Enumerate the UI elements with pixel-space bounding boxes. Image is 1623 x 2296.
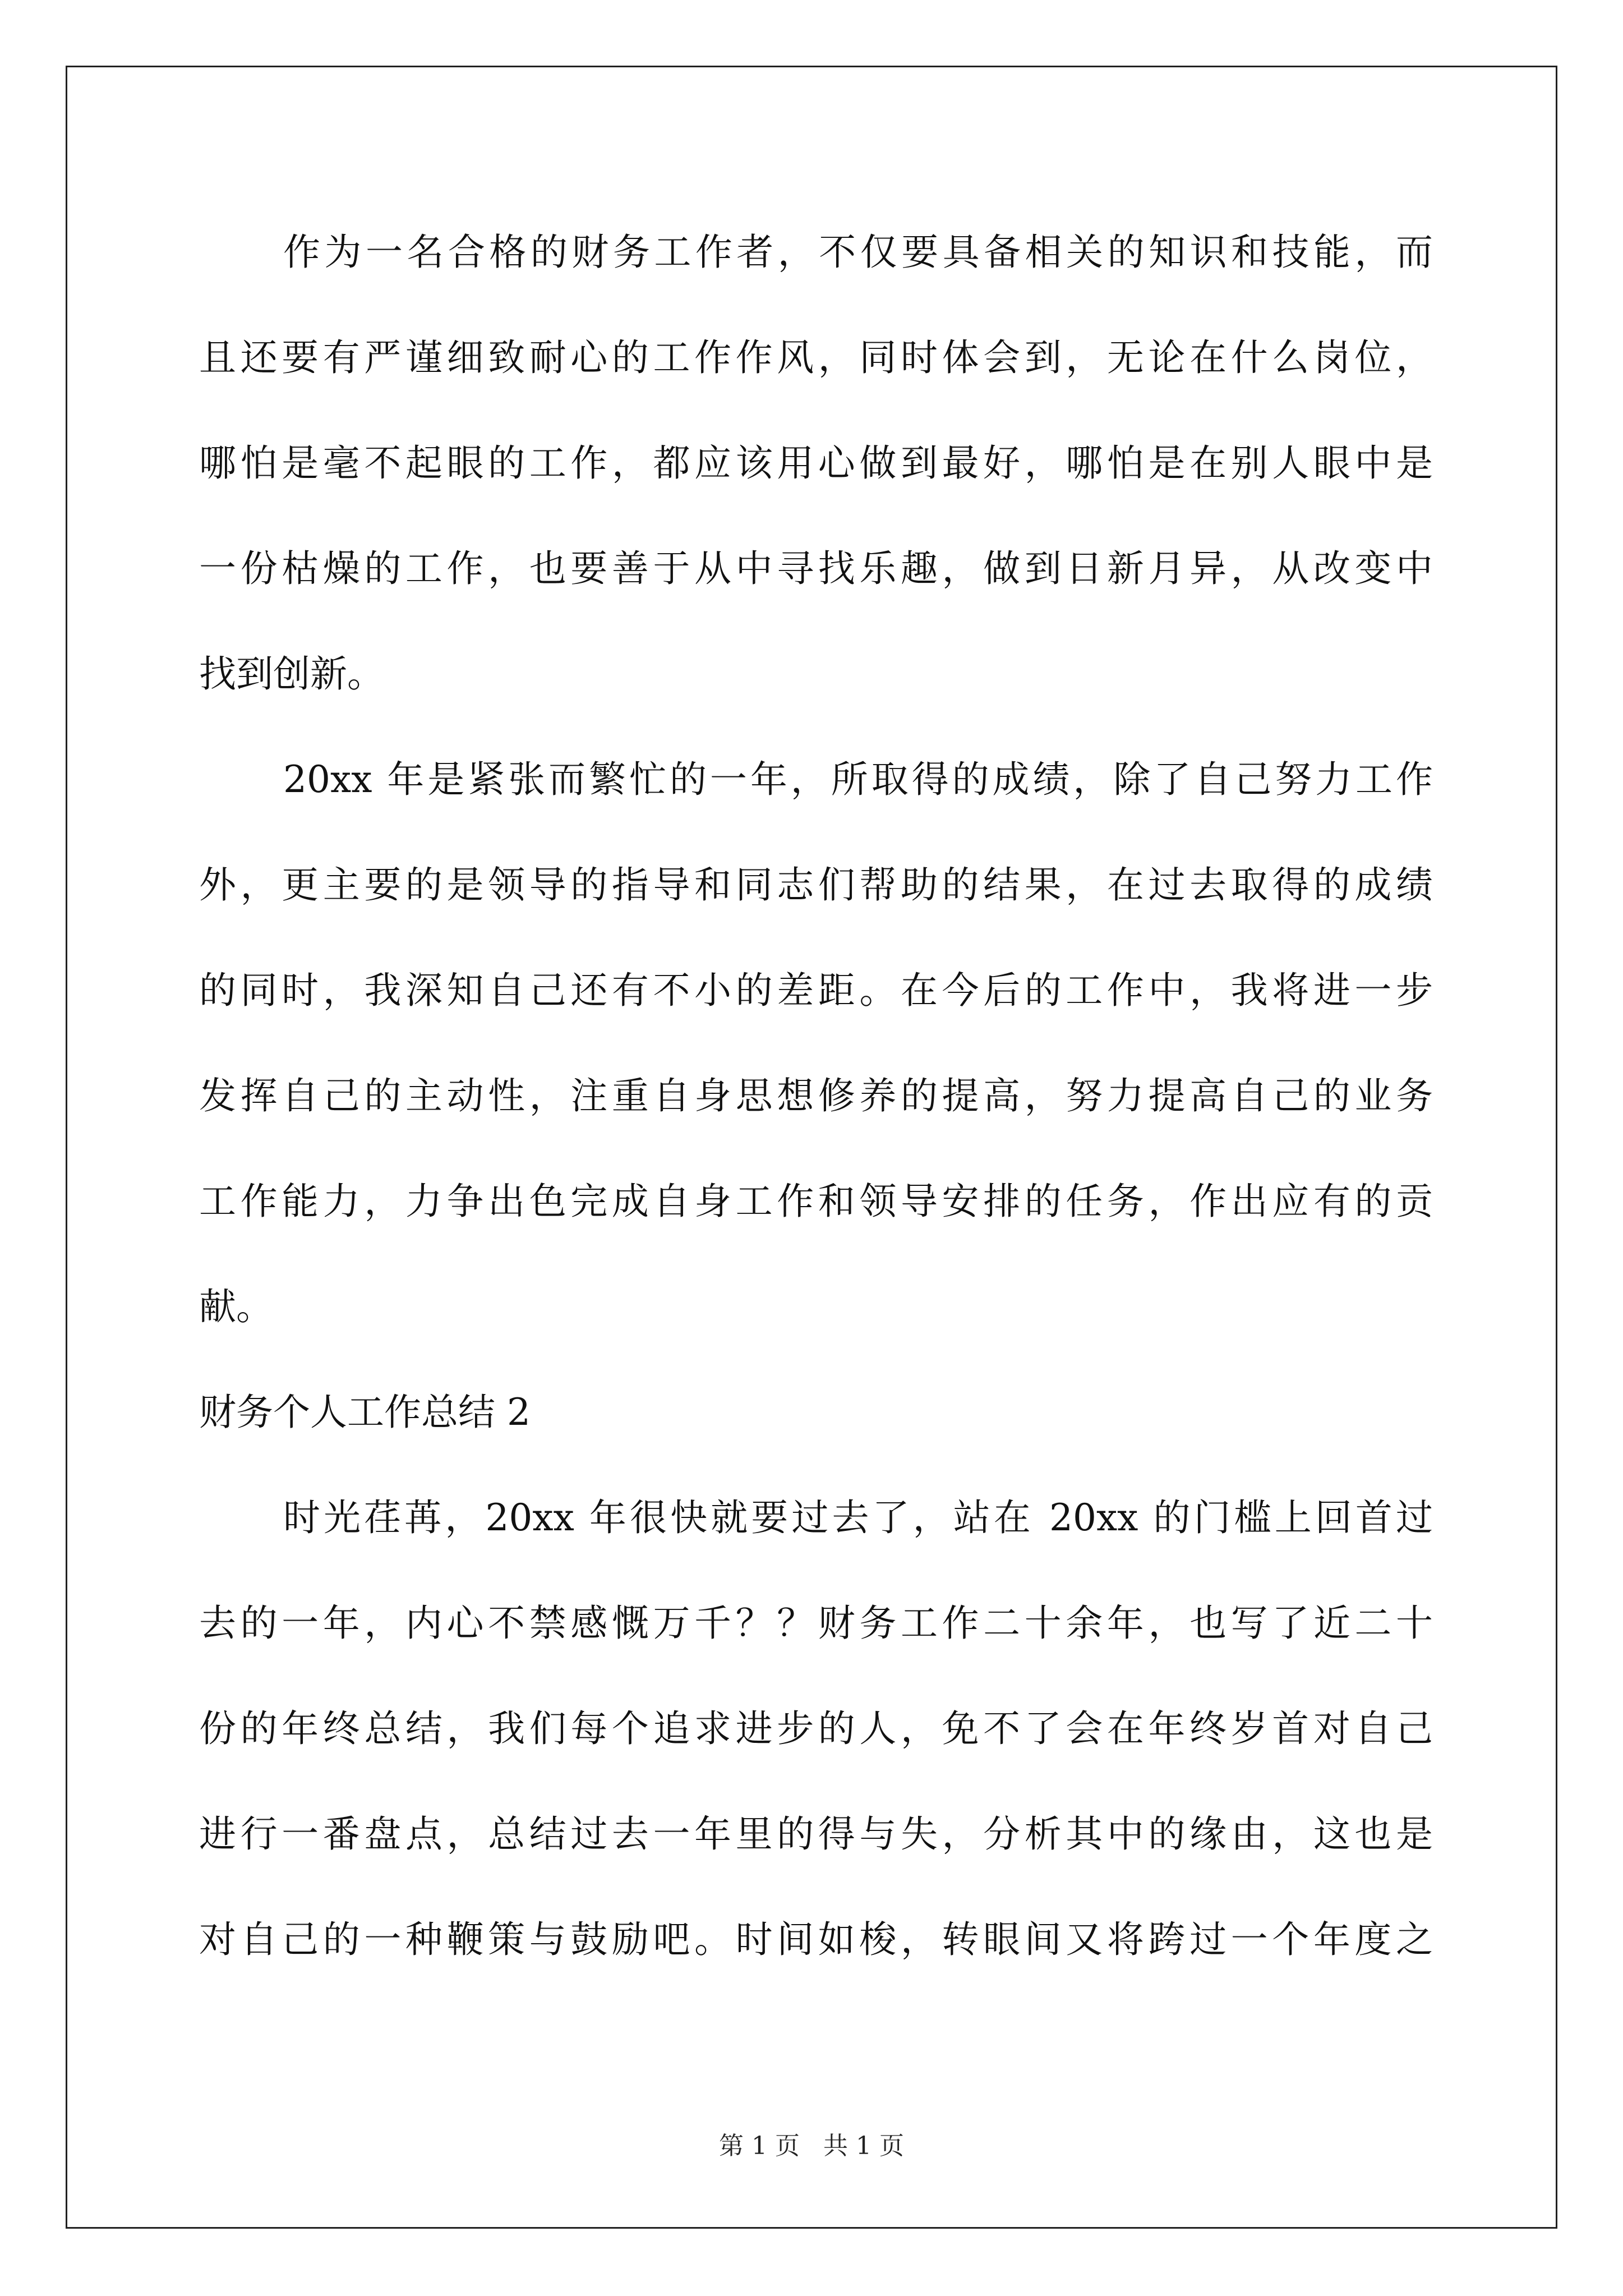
- section-heading: 财务个人工作总结 2: [199, 1391, 531, 1434]
- paragraph-line: 进行一番盘点，总结过去一年里的得与失，分析其中的缘由，这也是: [199, 1812, 1433, 1856]
- paragraph-line: 外，更主要的是领导的指导和同志们帮助的结果，在过去取得的成绩: [199, 863, 1433, 907]
- page-footer: 第 1 页 共 1 页: [719, 2132, 904, 2160]
- paragraph-line: 且还要有严谨细致耐心的工作作风，同时体会到，无论在什么岗位，: [199, 336, 1433, 379]
- page-border: [66, 66, 1557, 2229]
- paragraph-line: 一份枯燥的工作，也要善于从中寻找乐趣，做到日新月异，从改变中: [199, 547, 1433, 590]
- paragraph-line: 20xx 年是紧张而繁忙的一年，所取得的成绩，除了自己努力工作: [283, 758, 1433, 801]
- paragraph-line: 的同时，我深知自己还有不小的差距。在今后的工作中，我将进一步: [199, 969, 1433, 1012]
- paragraph-line: 工作能力，力争出色完成自身工作和领导安排的任务，作出应有的贡: [199, 1180, 1433, 1223]
- paragraph-line: 哪怕是毫不起眼的工作，都应该用心做到最好，哪怕是在别人眼中是: [199, 441, 1433, 485]
- paragraph-line: 献。: [199, 1285, 273, 1328]
- paragraph-line: 对自己的一种鞭策与鼓励吧。时间如梭，转眼间又将跨过一个年度之: [199, 1918, 1433, 1961]
- paragraph-line: 找到创新。: [199, 652, 384, 696]
- paragraph-line: 发挥自己的主动性，注重自身思想修养的提高，努力提高自己的业务: [199, 1074, 1433, 1117]
- paragraph-line: 份的年终总结，我们每个追求进步的人，免不了会在年终岁首对自己: [199, 1707, 1433, 1750]
- paragraph-line: 作为一名合格的财务工作者，不仅要具备相关的知识和技能，而: [283, 231, 1433, 274]
- paragraph-line: 时光荏苒，20xx 年很快就要过去了，站在 20xx 的门槛上回首过: [283, 1496, 1433, 1539]
- paragraph-line: 去的一年，内心不禁感慨万千？？财务工作二十余年，也写了近二十: [199, 1602, 1433, 1645]
